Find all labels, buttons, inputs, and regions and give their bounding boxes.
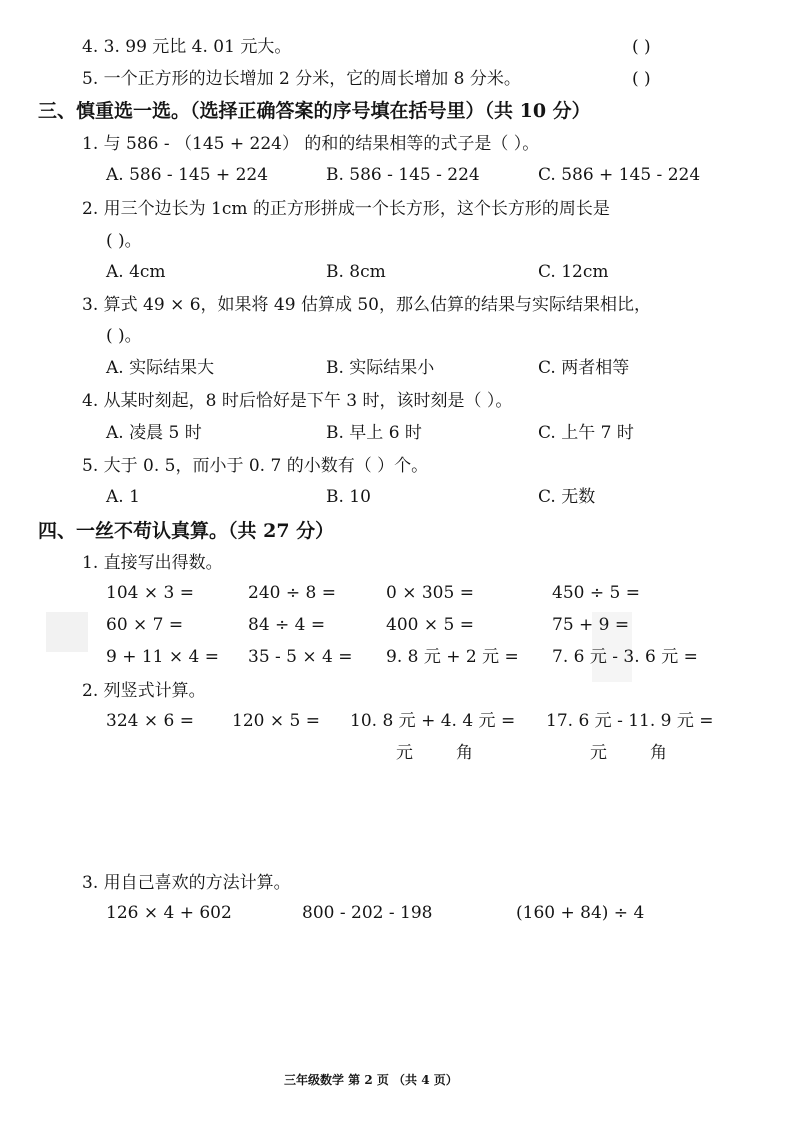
question-3-1: 1. 与 586 - （145 + 224） 的和的结果相等的式子是（ ）。 <box>82 134 540 154</box>
unit-yuan: 元 <box>590 743 607 763</box>
q3-3-option-a[interactable]: A. 实际结果大 <box>106 358 215 378</box>
oral-calc-item: 0 × 305 = <box>386 583 474 603</box>
unit-yuan: 元 <box>396 743 413 763</box>
unit-jiao: 角 <box>456 743 473 763</box>
q3-2-option-b[interactable]: B. 8cm <box>326 262 386 282</box>
free-calc-item: (160 + 84) ÷ 4 <box>516 903 645 923</box>
oral-calc-item: 240 ÷ 8 = <box>248 583 336 603</box>
judge-item-4-answer-paren[interactable]: ( ) <box>632 37 651 57</box>
question-3-3-paren[interactable]: ( )。 <box>106 326 142 346</box>
vertical-calc-item: 10. 8 元 + 4. 4 元 = <box>350 711 516 731</box>
q3-4-option-a[interactable]: A. 凌晨 5 时 <box>106 423 202 443</box>
free-calc-item: 800 - 202 - 198 <box>302 903 433 923</box>
question-3-5: 5. 大于 0. 5，而小于 0. 7 的小数有（ ）个。 <box>82 456 429 476</box>
q3-2-option-a[interactable]: A. 4cm <box>106 262 166 282</box>
q3-4-option-c[interactable]: C. 上午 7 时 <box>538 423 634 443</box>
oral-calc-item: 400 × 5 = <box>386 615 474 635</box>
question-3-4: 4. 从某时刻起，8 时后恰好是下午 3 时，该时刻是（ ）。 <box>82 391 513 411</box>
judge-item-4: 4. 3. 99 元比 4. 01 元大。 <box>82 37 292 57</box>
bleed-mark <box>46 612 88 652</box>
vertical-calc-item: 120 × 5 = <box>232 711 320 731</box>
section-4-title: 四、一丝不苟认真算。（共 27 分） <box>38 520 335 542</box>
oral-calc-item: 84 ÷ 4 = <box>248 615 326 635</box>
section-3-title: 三、慎重选一选。（选择正确答案的序号填在括号里）（共 10 分） <box>38 100 591 122</box>
q3-4-option-b[interactable]: B. 早上 6 时 <box>326 423 422 443</box>
q3-3-option-b[interactable]: B. 实际结果小 <box>326 358 435 378</box>
q3-3-option-c[interactable]: C. 两者相等 <box>538 358 630 378</box>
q3-1-option-c[interactable]: C. 586 + 145 - 224 <box>538 165 701 185</box>
oral-calc-item: 60 × 7 = <box>106 615 184 635</box>
question-3-2: 2. 用三个边长为 1cm 的正方形拼成一个长方形，这个长方形的周长是 <box>82 199 610 219</box>
oral-calc-item: 35 - 5 × 4 = <box>248 647 353 667</box>
oral-calc-item: 104 × 3 = <box>106 583 194 603</box>
question-3-2-paren[interactable]: ( )。 <box>106 231 142 251</box>
judge-item-5-answer-paren[interactable]: ( ) <box>632 69 651 89</box>
question-3-3: 3. 算式 49 × 6，如果将 49 估算成 50，那么估算的结果与实际结果相比， <box>82 295 652 315</box>
oral-calc-item: 7. 6 元 - 3. 6 元 = <box>552 647 698 667</box>
q3-5-option-c[interactable]: C. 无数 <box>538 487 596 507</box>
page-footer: 三年级数学 第 2 页 （共 4 页） <box>284 1073 458 1087</box>
part-4-1-label: 1. 直接写出得数。 <box>82 553 223 573</box>
free-calc-item: 126 × 4 + 602 <box>106 903 232 923</box>
q3-1-option-a[interactable]: A. 586 - 145 + 224 <box>106 165 269 185</box>
q3-1-option-b[interactable]: B. 586 - 145 - 224 <box>326 165 480 185</box>
part-4-2-label: 2. 列竖式计算。 <box>82 681 206 701</box>
oral-calc-item: 9 + 11 × 4 = <box>106 647 220 667</box>
unit-jiao: 角 <box>650 743 667 763</box>
judge-item-5: 5. 一个正方形的边长增加 2 分米，它的周长增加 8 分米。 <box>82 69 521 89</box>
part-4-3-label: 3. 用自己喜欢的方法计算。 <box>82 873 291 893</box>
vertical-calc-item: 324 × 6 = <box>106 711 194 731</box>
oral-calc-item: 9. 8 元 + 2 元 = <box>386 647 519 667</box>
oral-calc-item: 450 ÷ 5 = <box>552 583 640 603</box>
vertical-calc-item: 17. 6 元 - 11. 9 元 = <box>546 711 714 731</box>
oral-calc-item: 75 + 9 = <box>552 615 630 635</box>
q3-5-option-b[interactable]: B. 10 <box>326 487 371 507</box>
q3-2-option-c[interactable]: C. 12cm <box>538 262 609 282</box>
q3-5-option-a[interactable]: A. 1 <box>106 487 140 507</box>
